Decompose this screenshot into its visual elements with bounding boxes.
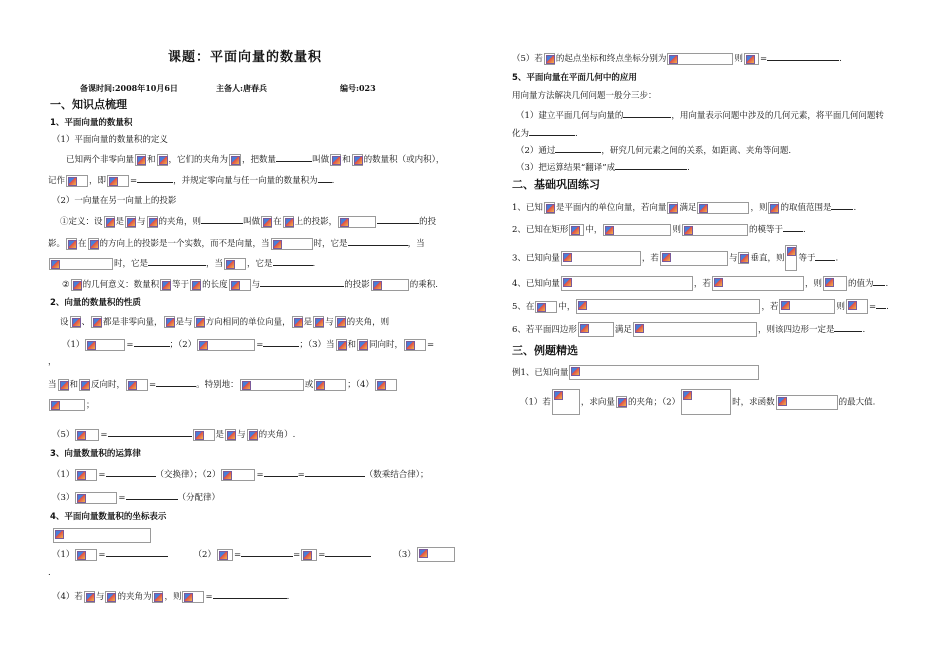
- text: 的取值范围是: [780, 203, 832, 213]
- text: （1）若: [520, 397, 551, 408]
- text: 与: [251, 280, 261, 290]
- fill-blank: [377, 214, 419, 224]
- subheading-dot-product: 1、平面向量的数量积: [50, 118, 133, 128]
- text: 是平面内的单位向量，若向量: [555, 203, 667, 213]
- text: 和: [342, 155, 351, 165]
- text: =: [256, 340, 264, 350]
- text: =: [130, 176, 138, 186]
- text: 与: [237, 430, 246, 440]
- text: 则: [734, 54, 743, 64]
- formula-image: [535, 301, 557, 313]
- formula-image: [135, 154, 146, 166]
- text: 叫做: [243, 217, 261, 227]
- formula-image: [301, 549, 317, 561]
- formula-image: [330, 154, 341, 166]
- coordinates-4: （4）若 与 的夹角为 ，则 = .: [52, 589, 289, 603]
- formula-image: [576, 299, 760, 314]
- text: ①定义：设: [60, 217, 103, 227]
- text: .: [575, 129, 578, 139]
- formula-image: [712, 276, 804, 291]
- text: （2）: [193, 550, 216, 560]
- text: =: [318, 550, 326, 560]
- text: 。特别地：: [196, 380, 239, 390]
- subheading-geometry: 5、平面向量在平面几何中的应用: [512, 73, 637, 83]
- fill-blank: [260, 277, 344, 287]
- formula-image: [404, 339, 426, 351]
- text: =: [98, 550, 106, 560]
- text: 和: [69, 380, 79, 390]
- formula-image: [217, 549, 233, 561]
- text: 方向相同的单位向量，: [205, 317, 291, 328]
- formula-image: [197, 339, 255, 351]
- text: 上的投影，: [294, 217, 338, 227]
- text: 3、已知向量: [512, 253, 560, 264]
- laws-3: [52, 490, 220, 504]
- formula-image: [182, 591, 204, 603]
- formula-image: [578, 322, 614, 337]
- text: （4）若: [52, 592, 83, 602]
- text: 化为: [512, 129, 530, 139]
- formula-image: [697, 202, 749, 214]
- text: ，它是: [247, 259, 273, 269]
- formula-image: [152, 591, 163, 603]
- exercise-4: 4、已知向量 ，若 ，则 的值为 .: [512, 276, 888, 291]
- formula-image: [85, 339, 125, 351]
- fill-blank: [156, 377, 196, 387]
- text: 和: [147, 155, 156, 165]
- text: 4、已知向量: [512, 279, 560, 289]
- text: （分配律）: [177, 493, 221, 503]
- text: =: [759, 54, 768, 64]
- text: =: [205, 592, 213, 602]
- text: 已知两个非零向量: [66, 155, 135, 165]
- formula-image: [229, 154, 241, 166]
- formula-image: [157, 154, 168, 166]
- text: 例1、已知向量: [512, 368, 569, 378]
- formula-image: [846, 299, 868, 314]
- text: ；（2）: [169, 340, 197, 350]
- definition-text-1: [66, 152, 444, 166]
- text: 都是非零向量，: [103, 317, 163, 328]
- exercise-5: 5、在 中， ，若 则 = .: [512, 299, 889, 314]
- formula-image: [194, 316, 205, 328]
- geometry-intro: 用向量方法解决几何问题一般分三步：: [512, 91, 657, 101]
- fill-blank: [148, 256, 206, 266]
- text: （1）: [52, 550, 75, 560]
- projection-heading: （2）一向量在另一向量上的投影: [52, 196, 177, 206]
- meta-date: 备课时间:2008年10月6日: [80, 83, 178, 93]
- formula-image: [561, 276, 693, 291]
- meta-number: 编号:023: [340, 83, 376, 93]
- text: ，并规定零向量与任一向量的数量积为: [173, 176, 318, 186]
- fill-blank: [318, 173, 332, 183]
- projection-text-2: [48, 236, 425, 250]
- formula-image: [352, 154, 363, 166]
- fill-blank: [831, 200, 853, 210]
- text: 的夹角；（2）: [627, 397, 681, 408]
- fill-blank: [815, 251, 835, 261]
- projection-text-1: [60, 214, 436, 228]
- text: （3）: [393, 550, 416, 560]
- formula-image: [104, 216, 115, 228]
- text: 的夹角，则: [346, 317, 390, 328]
- text: （5）若: [512, 54, 543, 64]
- section-heading-2: 二、基础巩固练习: [512, 178, 600, 191]
- formula-image: [105, 591, 116, 603]
- fill-blank: [529, 126, 575, 136]
- text: ，研究几何元素之间的关系，如距离、夹角等问题.: [601, 146, 792, 156]
- fill-blank: [241, 547, 293, 557]
- text: 是与: [175, 317, 193, 328]
- geometric-meaning: [62, 277, 438, 291]
- text: 、: [81, 317, 91, 328]
- section-heading-3: 三、例题精选: [512, 344, 578, 357]
- formula-image: [335, 316, 346, 328]
- formula-image: [569, 224, 584, 236]
- text: 的夹角，则: [158, 217, 202, 227]
- text: 的起点坐标和终点坐标分别为: [555, 54, 667, 64]
- fill-blank: [106, 467, 156, 477]
- formula-image: [633, 322, 757, 337]
- text: 的模等于: [748, 225, 783, 235]
- fill-blank: [623, 108, 671, 118]
- text: 的投影: [344, 280, 370, 290]
- fill-blank: [126, 490, 178, 500]
- formula-image: [70, 316, 81, 328]
- properties-3b-4: [48, 377, 398, 391]
- text: 与: [137, 217, 146, 227]
- fill-blank: [348, 236, 408, 246]
- geometry-step-3: [516, 160, 690, 174]
- formula-image: [544, 202, 555, 214]
- formula-image: [338, 216, 376, 228]
- formula-image: [49, 258, 113, 270]
- formula-image: [779, 299, 835, 314]
- text: 影。: [48, 239, 66, 249]
- text: 是: [303, 317, 313, 328]
- text: 与: [728, 253, 738, 264]
- text: 则: [836, 302, 845, 312]
- formula-image: [823, 276, 847, 291]
- formula-image: [681, 389, 731, 415]
- geometry-step-1: [516, 108, 884, 122]
- formula-image: [225, 429, 236, 441]
- text: ，即: [89, 176, 107, 186]
- formula-image: [561, 251, 641, 266]
- text: 的夹角）.: [258, 430, 296, 440]
- text: ，把数量: [242, 155, 277, 165]
- formula-image: [160, 279, 171, 291]
- formula-image: [66, 238, 77, 250]
- property-5: [52, 427, 295, 441]
- text: （2）通过: [516, 146, 556, 156]
- formula-image: [271, 238, 313, 250]
- formula-image: [261, 216, 272, 228]
- formula-image: [682, 224, 748, 236]
- text: ，则该四边形一定是: [757, 325, 835, 335]
- formula-image: [417, 547, 455, 562]
- text: ，若: [693, 279, 711, 289]
- formula-image: [107, 175, 129, 187]
- text: （3）: [52, 493, 75, 503]
- text: 等于: [172, 280, 190, 290]
- definition-line: （1）平面向量的数量积的定义: [52, 135, 168, 145]
- formula-image: [314, 379, 346, 391]
- formula-image: [336, 339, 347, 351]
- text: ，用向量表示问题中涉及的几何元素，将平面几何问题转: [671, 111, 884, 121]
- text: 等于: [798, 253, 816, 264]
- text: （1）: [52, 470, 75, 480]
- text: 时，它是: [114, 259, 149, 269]
- fill-blank: [873, 276, 885, 286]
- text: =: [100, 430, 108, 440]
- fill-blank: [876, 299, 886, 309]
- formula-image: [88, 238, 99, 250]
- text: 当: [48, 380, 57, 390]
- text: ，若: [641, 253, 659, 264]
- text: ；（4）: [347, 380, 374, 390]
- text: ，它们的夹角为: [168, 155, 229, 165]
- laws-1-2: [52, 467, 428, 481]
- formula-image: [66, 175, 88, 187]
- formula-image: [91, 316, 102, 328]
- text: 叫做: [312, 155, 330, 165]
- text: ，则: [164, 592, 182, 602]
- fill-blank: [834, 322, 862, 332]
- formula-image: [221, 469, 255, 481]
- formula-image: [768, 202, 779, 214]
- fill-blank: [276, 152, 312, 162]
- text: 1、已知: [512, 203, 543, 213]
- text: 的数量积（或内积），: [363, 155, 445, 165]
- formula-image: [75, 429, 99, 441]
- text: 2、已知在矩形: [512, 225, 569, 235]
- text: 5、在: [512, 302, 535, 312]
- formula-image: [544, 53, 555, 65]
- text: 和: [347, 340, 357, 350]
- formula-image: [660, 251, 728, 266]
- text: （交换律）；（2）: [155, 470, 221, 480]
- formula-image: [616, 396, 627, 408]
- text: ；: [86, 400, 95, 411]
- fill-blank: [264, 467, 298, 477]
- exercise-6: 6、若平面四边形 满足 ，则该四边形一定是 .: [512, 322, 865, 337]
- text: 的值为: [847, 279, 874, 289]
- text: 中，: [585, 225, 603, 235]
- formula-image: [357, 339, 368, 351]
- definition-text-2: 记作 ，即 = ，并规定零向量与任一向量的数量积为 .: [48, 173, 334, 187]
- text: 则: [672, 225, 681, 235]
- text: =: [293, 550, 301, 560]
- text: 或: [304, 380, 314, 390]
- projection-text-3: 时，它是 ，当 ，它是 .: [48, 256, 315, 270]
- formula-image: [229, 279, 251, 291]
- geometry-step-1-cont: [512, 126, 578, 140]
- text: =: [98, 470, 106, 480]
- formula-image: [785, 245, 797, 271]
- fill-blank: [615, 160, 687, 170]
- text: .: [687, 163, 690, 173]
- text: =: [868, 302, 877, 312]
- text: 反向时，: [91, 380, 126, 390]
- formula-image: [603, 224, 671, 236]
- formula-image: [283, 216, 294, 228]
- formula-image: [126, 379, 148, 391]
- text: =: [427, 340, 435, 350]
- text: =: [256, 470, 264, 480]
- text: （5）: [52, 430, 75, 440]
- example-1: [512, 365, 760, 380]
- subheading-laws: 3、向量数量积的运算律: [50, 449, 141, 459]
- formula-image: [75, 469, 97, 481]
- text: =: [149, 380, 157, 390]
- formula-image: [240, 379, 304, 391]
- geometry-step-2: [516, 143, 791, 157]
- text: 满足: [614, 325, 632, 335]
- properties-intro: [60, 316, 389, 329]
- formula-image: [744, 53, 759, 65]
- fill-blank: [137, 173, 173, 183]
- period-line: .: [48, 568, 51, 578]
- text: ，则: [804, 279, 822, 289]
- text: （1）建立平面几何与向量的: [516, 111, 624, 121]
- page-title: 课题：平面向量的数量积: [168, 50, 323, 65]
- section-heading-1: 一、知识点梳理: [50, 98, 127, 111]
- property-4-cont: [48, 399, 95, 412]
- formula-image: [552, 389, 580, 415]
- formula-image: [667, 202, 678, 214]
- text: 设: [60, 317, 69, 328]
- comma-line: ，: [48, 357, 57, 367]
- coordinates-1-3: [52, 547, 456, 562]
- text: 时，它是: [313, 239, 348, 249]
- text: 与: [325, 317, 334, 328]
- text: ，当: [206, 259, 224, 269]
- properties-1-3: [62, 337, 434, 351]
- formula-image: [71, 279, 82, 291]
- text: ；（3）当: [299, 340, 335, 350]
- text: ②: [62, 280, 70, 290]
- text: 是: [215, 430, 225, 440]
- formula-image: [147, 216, 158, 228]
- text: =: [233, 550, 242, 560]
- meta-author: 主备人:唐春兵: [216, 83, 267, 93]
- formula-image: [75, 492, 117, 504]
- fill-blank: [108, 427, 192, 437]
- fill-blank: [325, 547, 371, 557]
- fill-blank: [767, 51, 839, 61]
- text: =: [297, 470, 305, 480]
- text: 的最大值.: [838, 397, 876, 408]
- text: 时，求函数: [732, 397, 775, 408]
- text: 同向时，: [369, 340, 404, 350]
- fill-blank: [134, 337, 170, 347]
- text: 与: [95, 592, 105, 602]
- text: ，则: [750, 203, 768, 213]
- text: 满足: [679, 203, 697, 213]
- formula-image: [79, 379, 90, 391]
- formula-image: [667, 53, 733, 65]
- text: ，求向量: [580, 397, 615, 408]
- coordinates-5: （5）若 的起点坐标和终点坐标分别为 则 = .: [512, 51, 842, 65]
- formula-image: [776, 395, 838, 410]
- text: 在: [273, 217, 282, 227]
- formula-image: [224, 258, 246, 270]
- example-1-parts: [520, 389, 875, 415]
- text: 垂直，则: [750, 253, 785, 264]
- text: ，若: [761, 302, 779, 312]
- formula-image: [164, 316, 175, 328]
- subheading-properties: 2、向量的数量积的性质: [50, 298, 141, 308]
- text: 6、若平面四边形: [512, 325, 577, 335]
- text: 中，: [558, 302, 576, 312]
- text: 的乘积.: [409, 280, 438, 290]
- text: =: [126, 340, 134, 350]
- formula-image: [53, 528, 151, 543]
- text: 的投: [419, 217, 437, 227]
- formula-image: [84, 591, 95, 603]
- formula-image: [190, 279, 201, 291]
- coordinates-formula: [52, 528, 152, 543]
- subheading-coordinates: 4、平面向量数量积的坐标表示: [50, 512, 167, 522]
- fill-blank: [783, 222, 803, 232]
- formula-image: [371, 279, 409, 291]
- text: （3）把运算结果“翻译”成: [516, 163, 616, 173]
- text: 是: [115, 217, 125, 227]
- text: 的几何意义：数量积: [82, 280, 160, 290]
- text: 的夹角为: [117, 592, 152, 602]
- fill-blank: [555, 143, 601, 153]
- formula-image: [58, 379, 69, 391]
- formula-image: [375, 379, 397, 391]
- formula-image: [247, 429, 258, 441]
- text: 的方向上的投影是一个实数，而不是向量，当: [99, 239, 270, 249]
- text: 的长度: [202, 280, 228, 290]
- exercise-1: 1、已知 是平面内的单位向量，若向量 满足 ，则 的取值范围是 .: [512, 200, 856, 214]
- formula-image: [75, 549, 97, 561]
- formula-image: [292, 316, 303, 328]
- fill-blank: [213, 589, 287, 599]
- formula-image: [738, 252, 749, 264]
- text: 在: [78, 239, 87, 249]
- formula-image: [49, 399, 85, 411]
- fill-blank: [106, 547, 168, 557]
- text: （数乘结合律）；: [364, 470, 429, 480]
- formula-image: [313, 316, 324, 328]
- exercise-2: 2、已知在矩形 中， 则 的模等于 .: [512, 222, 806, 236]
- text: （1）: [62, 340, 85, 350]
- text: 记作: [48, 176, 66, 186]
- formula-image: [193, 429, 215, 441]
- fill-blank: [273, 256, 313, 266]
- fill-blank: [263, 337, 299, 347]
- text: =: [118, 493, 126, 503]
- exercise-3: 3、已知向量 ，若 与 垂直，则 等于 .: [512, 245, 838, 271]
- fill-blank: [201, 214, 243, 224]
- fill-blank: [305, 467, 365, 477]
- text: ，当: [407, 239, 425, 249]
- formula-image: [125, 216, 136, 228]
- formula-image: [569, 365, 759, 380]
